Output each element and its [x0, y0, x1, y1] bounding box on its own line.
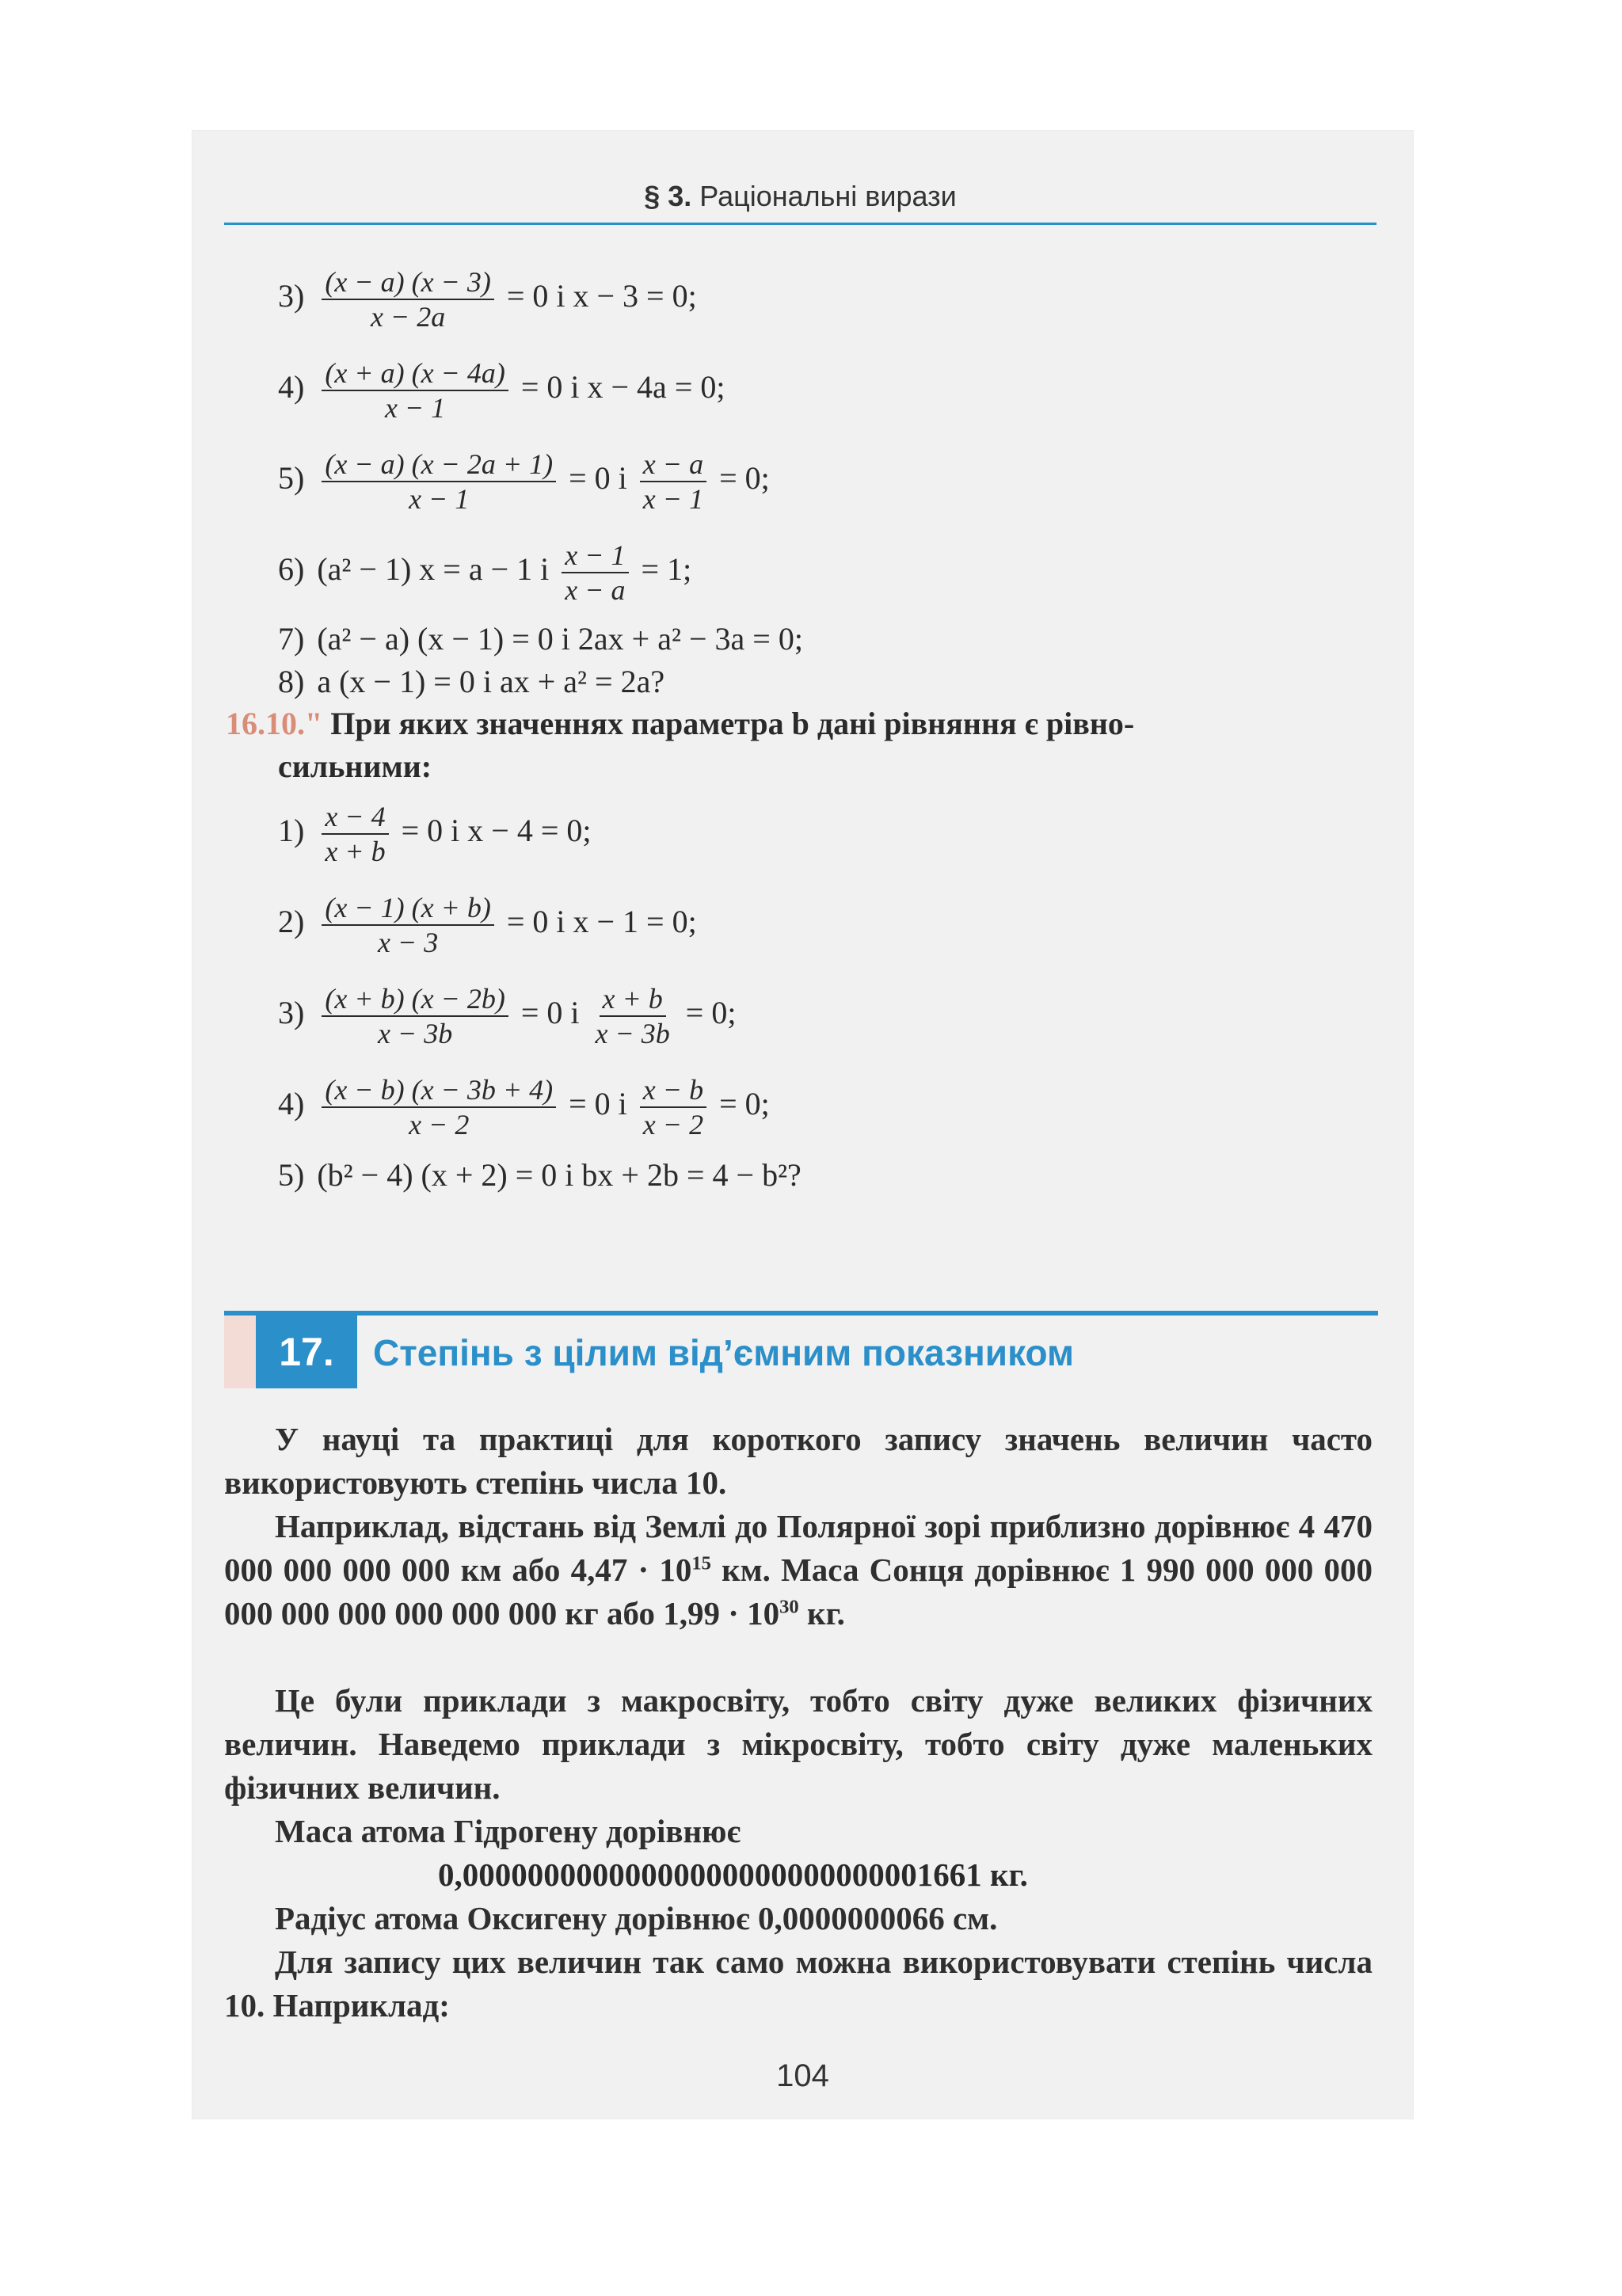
paragraph-2: Наприклад, відстань від Землі до Полярної зорі приблизно дорівнює 4 470 000 000 000 000 км або $4,47 \cdot 10^{15}$ км. Маса Сонця дорівнює 1 990 000 000 000 000 000 000 000 000 000 кг або $1,99 \cdot 10^{30}$ кг.: [224, 1508, 1373, 1632]
exercise-item-3: [278, 982, 736, 1050]
equation: (b² − 4) (x + 2) = 0 і bx + 2b = 4 − b²?: [317, 1157, 801, 1193]
header-title: Раціональні вирази: [699, 180, 957, 212]
book-page: [192, 131, 1413, 2119]
numerator: x − a: [640, 447, 706, 482]
paragraph-1: У науці та практиці для короткого запису значень величин часто використовують степінь числа 10.: [224, 1421, 1373, 1501]
page-number: 104: [776, 2058, 829, 2093]
numerator: x − b: [640, 1073, 706, 1108]
numerator: x − 1: [562, 539, 628, 573]
exercise-item-4: [278, 1073, 770, 1141]
paragraph-3: Це були приклади з макросвіту, тобто світу дуже великих фізичних величин. Наведемо приклади з мікросвіту, тобто світу дуже маленьких фізичних величин.: [224, 1682, 1373, 1806]
equation-rest: = 0 і x − 4a = 0;: [520, 369, 725, 406]
exercise-item-2: [278, 891, 697, 959]
hydrogen-mass-value: 0,00000000000000000000000000001661 кг.: [438, 1856, 1028, 1893]
equation: (a² − a) (x − 1) = 0 і 2ax + a² − 3a = 0;: [317, 621, 803, 657]
fraction-2: [592, 982, 673, 1050]
fraction-2: [640, 1073, 706, 1141]
denominator: x − 3b: [595, 1018, 670, 1049]
fraction: [322, 982, 508, 1050]
item-label: 6): [278, 551, 305, 588]
exercise-question-line1: При яких значеннях параметра b дані рівняння є рівно-: [330, 706, 1135, 741]
item-label: 2): [278, 904, 305, 940]
item-label: 8): [278, 664, 305, 699]
fraction: [322, 800, 388, 868]
equation-mid: = 0 і: [569, 460, 627, 497]
numerator: x + b: [600, 982, 666, 1017]
equation-pre: (a² − 1) x = a − 1 і: [317, 551, 550, 588]
prev-item-7: [278, 620, 803, 658]
equation-rest: = 1;: [641, 551, 692, 588]
denominator: x − 3b: [377, 1018, 453, 1049]
equation-rest: = 0;: [719, 460, 770, 497]
item-label: 5): [278, 460, 305, 497]
denominator: x − 2a: [370, 301, 446, 333]
numerator: x − 4: [322, 800, 388, 835]
denominator: x + b: [325, 836, 386, 867]
prev-item-6: [278, 539, 691, 607]
exercise-item-5: [278, 1156, 801, 1194]
section-rule: [224, 1311, 1378, 1316]
equation-rest: = 0 і x − 1 = 0;: [506, 904, 697, 940]
prev-item-4: [278, 356, 725, 425]
numerator: (x − b) (x − 3b + 4): [322, 1073, 556, 1108]
equation-rest: = 0;: [685, 995, 737, 1031]
fraction: [322, 265, 494, 333]
item-label: 3): [278, 995, 305, 1031]
numerator: (x − a) (x − 2a + 1): [322, 447, 556, 482]
item-label: 3): [278, 278, 305, 314]
fraction: [562, 539, 628, 607]
paragraph-6: Для запису цих величин так само можна використовувати степінь числа 10. Наприклад:: [224, 1944, 1373, 2024]
numerator: (x − a) (x − 3): [322, 265, 494, 300]
denominator: x − 1: [384, 392, 446, 424]
exercise-heading: [226, 705, 1134, 743]
prev-item-8: [278, 663, 664, 701]
numerator: (x − 1) (x + b): [322, 891, 494, 926]
section-title: Степінь з цілим від’ємним показником: [373, 1332, 1075, 1373]
item-label: 4): [278, 369, 305, 406]
equation-rest: = 0 і x − 3 = 0;: [506, 278, 697, 314]
equation: a (x − 1) = 0 і ax + a² = 2a?: [317, 664, 665, 699]
fraction: [322, 1073, 556, 1141]
prev-item-5: [278, 447, 770, 516]
fraction: [322, 447, 556, 516]
exercise-number: 16.10.": [226, 706, 323, 741]
denominator: x − a: [565, 574, 626, 606]
fraction-2: [640, 447, 706, 516]
prev-item-3: [278, 265, 697, 333]
item-label: 4): [278, 1086, 305, 1122]
running-header: [224, 166, 1376, 225]
paragraph-4: Маса атома Гідрогену дорівнює: [275, 1813, 741, 1849]
fraction: [322, 356, 508, 425]
section-number: 17.: [256, 1316, 357, 1388]
item-label: 1): [278, 813, 305, 849]
paragraph-5: Радіус атома Оксигену дорівнює 0,0000000066 см.: [275, 1900, 998, 1936]
header-section-sign: § 3.: [644, 180, 692, 212]
item-label: 5): [278, 1157, 305, 1193]
item-label: 7): [278, 621, 305, 657]
denominator: x − 1: [642, 483, 704, 515]
equation-mid: = 0 і: [569, 1086, 627, 1122]
denominator: x − 3: [377, 927, 439, 958]
denominator: x − 2: [409, 1109, 470, 1140]
numerator: (x + b) (x − 2b): [322, 982, 508, 1017]
equation-rest: = 0;: [719, 1086, 770, 1122]
denominator: x − 2: [642, 1109, 704, 1140]
exercise-question-line2: сильними:: [278, 748, 432, 784]
equation-rest: = 0 і x − 4 = 0;: [401, 813, 592, 849]
denominator: x − 1: [409, 483, 470, 515]
header-text: [224, 180, 1376, 213]
fraction: [322, 891, 494, 959]
equation-mid: = 0 і: [520, 995, 580, 1031]
exercise-item-1: [278, 800, 592, 868]
numerator: (x + a) (x − 4a): [322, 356, 508, 391]
